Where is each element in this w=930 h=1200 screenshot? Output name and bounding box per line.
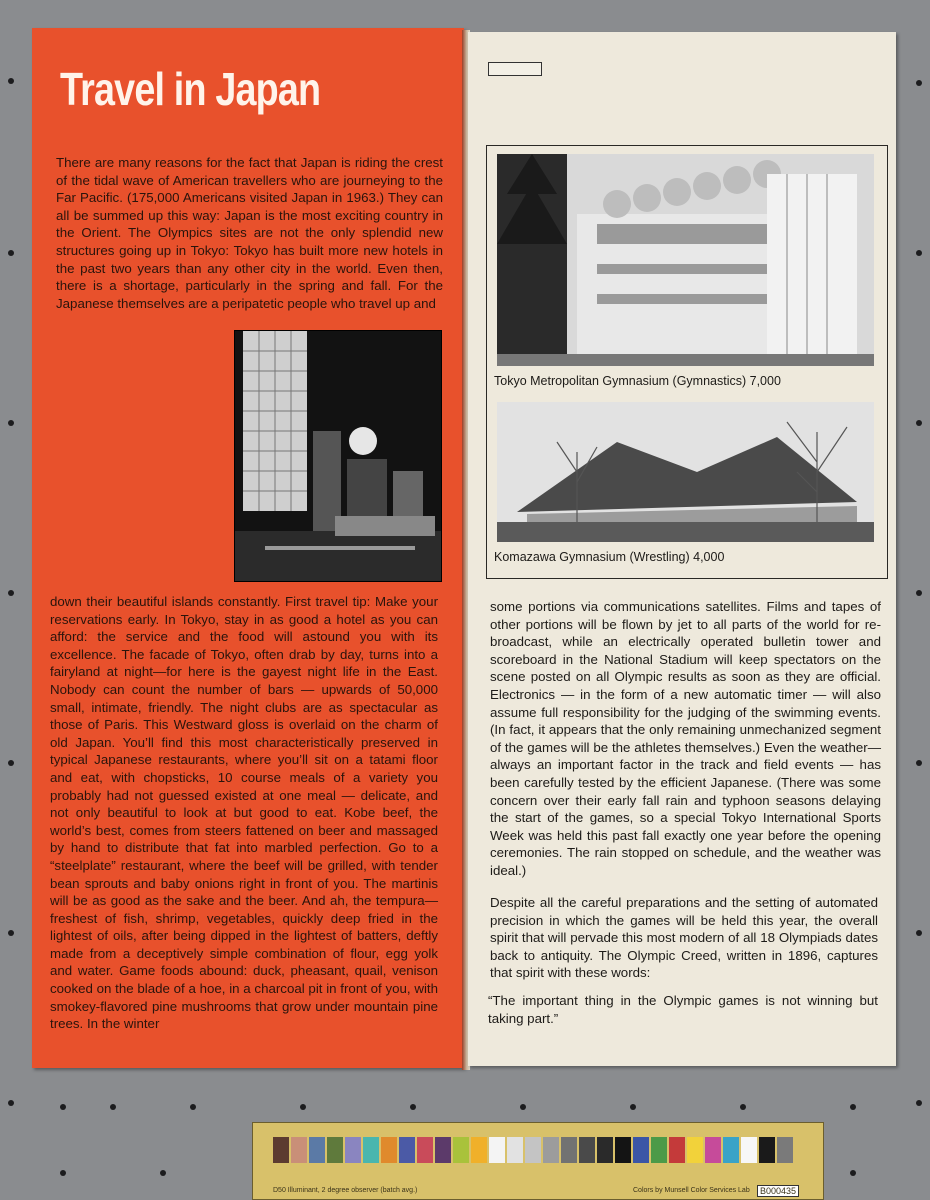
- color-patch: [525, 1137, 541, 1163]
- gymnastics-photo: [497, 154, 874, 366]
- hole: [8, 420, 14, 426]
- hole: [916, 1100, 922, 1106]
- hole: [410, 1104, 416, 1110]
- hole: [8, 78, 14, 84]
- color-patch: [309, 1137, 325, 1163]
- hole: [160, 1170, 166, 1176]
- color-patch: [741, 1137, 757, 1163]
- color-patch: [597, 1137, 613, 1163]
- hole: [850, 1170, 856, 1176]
- color-patch: [381, 1137, 397, 1163]
- color-patch: [705, 1137, 721, 1163]
- color-patch: [363, 1137, 379, 1163]
- hole: [300, 1104, 306, 1110]
- color-bar-credit: Colors by Munsell Color Services Lab: [633, 1187, 750, 1194]
- color-patch: [291, 1137, 307, 1163]
- creed-paragraph: Despite all the careful preparations and the setting of automated precision in which the games will be held this year, the overall spirit that will pervade this most modern of all 18 Olympiads dates back to antiquity. The Olympic Creed, written in 1896, captures that spirit with these words:: [490, 895, 878, 981]
- hole: [60, 1104, 66, 1110]
- hole: [8, 760, 14, 766]
- hole: [916, 590, 922, 596]
- hole: [520, 1104, 526, 1110]
- hole: [630, 1104, 636, 1110]
- tokyo-night-illustration: [235, 331, 441, 581]
- color-bar-id: B000435: [757, 1185, 799, 1197]
- color-patch: [507, 1137, 523, 1163]
- page-title: Travel in Japan: [60, 63, 321, 115]
- color-patch: [561, 1137, 577, 1163]
- caption-wrestling: Komazawa Gymnasium (Wrestling) 4,000: [494, 550, 725, 564]
- color-patch: [687, 1137, 703, 1163]
- hole: [916, 420, 922, 426]
- hole: [916, 760, 922, 766]
- hole: [8, 250, 14, 256]
- hole: [8, 590, 14, 596]
- color-patch: [777, 1137, 793, 1163]
- gymnasium-illustration: [497, 154, 874, 366]
- hole: [740, 1104, 746, 1110]
- color-patch: [615, 1137, 631, 1163]
- color-patch: [273, 1137, 289, 1163]
- color-patch: [579, 1137, 595, 1163]
- hole: [850, 1104, 856, 1110]
- travel-paragraph: down their beautiful islands constantly. First travel tip: Make your reservations early. In Tokyo, stay in as good a hotel as you can afford: the service and the food will astound you with its excellence. The facade of Tokyo, often drab by day, turns into a fairyland at night—for here is the gayest night life in the East. Nobody can count the number of bars — upwards of 50,000 small, intimate, friendly. The night clubs are as spectacular as those of Paris. This Westward gloss is overlaid on the charm of old Japan. You’ll find this most characteristically preserved in typical Japanese restaurants, where you’ll sit on a tatami floor and eat, with chopsticks, 10 course meals of a variety you probably had not guessed existed at one meal — delicate, and not only beautiful to look at but good to eat. Kobe beef, the world’s best, comes from steers fattened on beer and massaged by hand to distribute that fat into marbled perfection. Go to a “steelplate” restaurant, where the beef will be grilled, with tender bean sprouts and baby onions right in front of you. The martinis will be as good as the sake and the beer. And ah, the tempura—freshest of fish, shrimp, vegetables, quickly deep fried in the lightest of oils, after being dipped in the lightest of batters, deftly made from a deceptively simple combination of flour, egg yolk and water. Game foods abound: duck, pheasant, quail, venison cooked on the blade of a hoe, in a charcoal pit in front of you, with smokey-flavored pine mushrooms that grow under mountain pine trees. In the winter: [50, 594, 438, 1032]
- color-calibration-bar: [252, 1122, 824, 1200]
- color-patch: [345, 1137, 361, 1163]
- hole: [190, 1104, 196, 1110]
- olympics-paragraph: some portions via communications satellites. Films and tapes of other portions will be flown by jet to all parts of the world for re-broadcast, while an electrically operated bulletin tower and scoreboard in the National Stadium will keep spectators on the scene posted on all Olympic results as soon as they are official. Electronics — in the form of a new automatic timer — will also assume full responsibility for the judging of the swimming events. (In fact, it appears that the only remaining unmechanized segment of the games will be the athletes themselves.) Even the weather—always an important factor in the track and field events — has been carefully tested by the efficient Japanese. (There was some concern over their early fall rain and typhoon seasons delaying the start of the games, so a special Tokyo International Sports Week was held this past fall exactly one year before the opening ceremonies. The rain stopped on schedule, and the weather was ideal.): [490, 599, 881, 878]
- wrestling-photo: [497, 402, 874, 542]
- hole: [8, 930, 14, 936]
- color-patch: [651, 1137, 667, 1163]
- hole: [8, 1100, 14, 1106]
- hole: [60, 1170, 66, 1176]
- hole: [916, 80, 922, 86]
- color-patch: [435, 1137, 451, 1163]
- tokyo-night-photo: [234, 330, 442, 582]
- komazawa-illustration: [497, 402, 874, 542]
- color-patch: [669, 1137, 685, 1163]
- color-patch: [417, 1137, 433, 1163]
- color-patch: [471, 1137, 487, 1163]
- color-bar-caption: D50 Illuminant, 2 degree observer (batch avg.): [273, 1187, 418, 1194]
- color-patch: [759, 1137, 775, 1163]
- color-patch: [543, 1137, 559, 1163]
- color-patch: [399, 1137, 415, 1163]
- color-patch: [453, 1137, 469, 1163]
- caption-gymnastics: Tokyo Metropolitan Gymnasium (Gymnastics) 7,000: [494, 374, 781, 388]
- hole: [916, 250, 922, 256]
- color-patch: [489, 1137, 505, 1163]
- archive-tag: [488, 62, 542, 76]
- color-patch: [723, 1137, 739, 1163]
- color-patch: [633, 1137, 649, 1163]
- color-patch: [327, 1137, 343, 1163]
- olympic-creed-quote: “The important thing in the Olympic games is not winning but taking part.”: [488, 993, 878, 1026]
- intro-paragraph: There are many reasons for the fact that Japan is riding the crest of the tidal wave of American travellers who are journeying to the Far Pacific. (175,000 Americans visited Japan in 1963.) They can all be summed up this way: Japan is the most exciting country in the Orient. The Olympics sites are not the only splendid new structures going up in Tokyo: Tokyo has built more new hotels in the past two years than any other city in the world. Even then, there is a shortage, particularly in the spring and fall. For the Japanese themselves are a peripatetic people who travel up and: [56, 155, 443, 311]
- hole: [916, 930, 922, 936]
- hole: [110, 1104, 116, 1110]
